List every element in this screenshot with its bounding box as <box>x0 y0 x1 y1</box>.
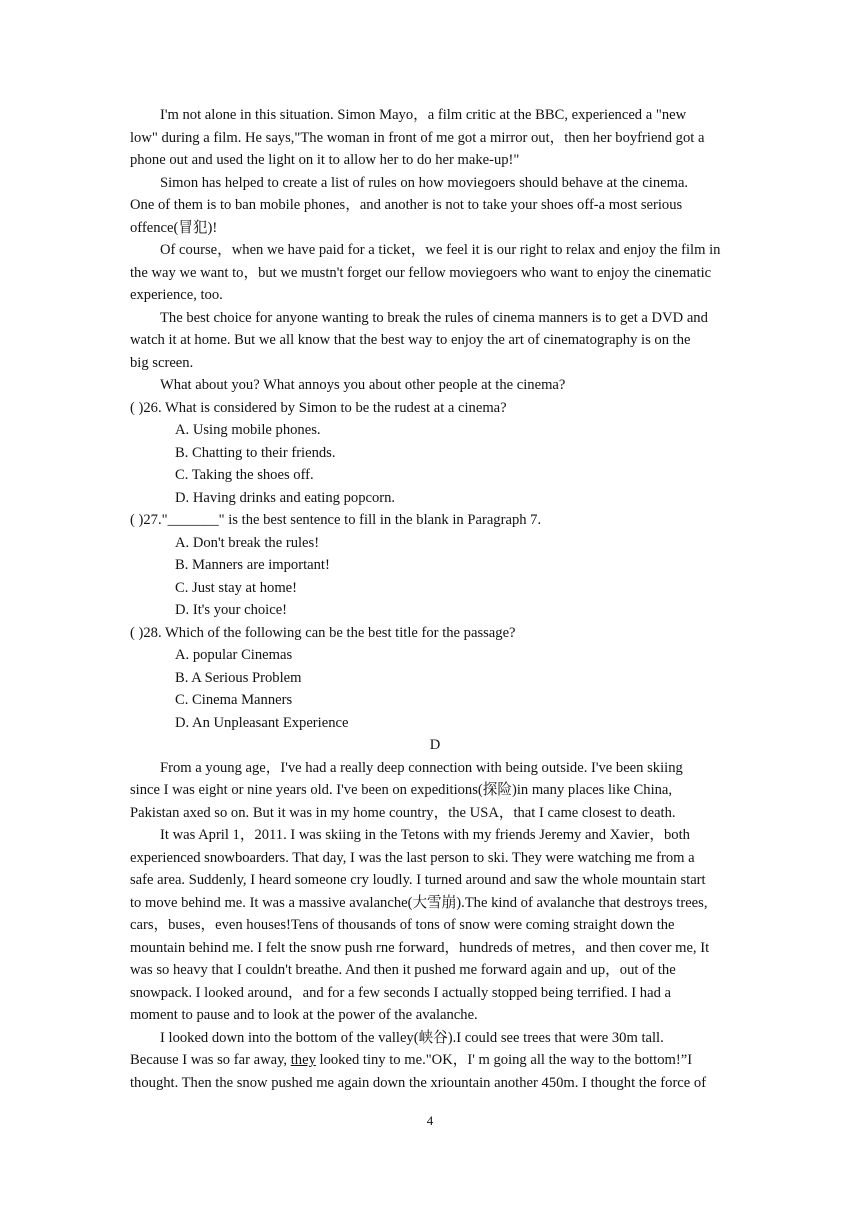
text-line: watch it at home. But we all know that the best way to enjoy the art of cinematography is on the <box>130 332 691 348</box>
text-line: was so heavy that I couldn't breathe. And then it pushed me forward again and up，out of the <box>130 962 676 978</box>
text-line: A. Using mobile phones. <box>175 422 321 438</box>
text-line: From a young age，I've had a really deep connection with being outside. I've been skiing <box>160 759 683 776</box>
text-line: C. Cinema Manners <box>175 692 293 708</box>
text-line: It was April 1，2011. I was skiing in the Tetons with my friends Jeremy and Xavier，both <box>160 827 690 843</box>
text-line: D. Having drinks and eating popcorn. <box>175 489 396 506</box>
text-line: thought. Then the snow pushed me again down the xriountain another 450m. I thought the force of <box>130 1074 707 1091</box>
text-span: looked tiny to me."OK，I' m going all the way to the bottom!”I <box>315 1052 693 1068</box>
text-line: I'm not alone in this situation. Simon Mayo，a film critic at the BBC, experienced a "new <box>160 107 687 123</box>
text-line: B. Manners are important! <box>175 557 330 573</box>
text-line: Pakistan axed so on. But it was in my home country，the USA，that I came closest to death. <box>130 804 676 821</box>
text-line: offence(冒犯)! <box>130 219 218 236</box>
text-line: snowpack. I looked around，and for a few seconds I actually stopped being terrified. I had a <box>130 984 672 1001</box>
text-line: I looked down into the bottom of the valley(峡谷).I could see trees that were 30m tall. <box>160 1029 664 1046</box>
text-line: ( )28. Which of the following can be the best title for the passage? <box>130 624 516 641</box>
text-line: the way we want to，but we mustn't forget our fellow moviegoers who want to enjoy the cinematic <box>130 264 712 281</box>
text-line: safe area. Suddenly, I heard someone cry loudly. I turned around and saw the whole mountain start <box>130 872 706 888</box>
text-line: big screen. <box>130 354 194 371</box>
text-line: A. popular Cinemas <box>175 647 293 663</box>
page-number: 4 <box>426 1113 434 1128</box>
text-line: The best choice for anyone wanting to break the rules of cinema manners is to get a DVD and <box>160 309 708 326</box>
text-line: moment to pause and to look at the power of the avalanche. <box>130 1007 478 1023</box>
document-page <box>130 104 740 1094</box>
text-line: C. Taking the shoes off. <box>175 467 314 483</box>
text-line: mountain behind me. I felt the snow push rne forward，hundreds of metres，and then cover me, It <box>130 939 710 956</box>
text-line: low" during a film. He says,"The woman in front of me got a mirror out，then her boyfriend got a <box>130 129 705 146</box>
text-line: D. It's your choice! <box>175 602 288 618</box>
text-line: What about you? What annoys you about other people at the cinema? <box>160 377 566 393</box>
text-line: Of course，when we have paid for a ticket，we feel it is our right to relax and enjoy the film in <box>160 242 721 258</box>
text-line: B. A Serious Problem <box>175 669 302 686</box>
text-line: phone out and used the light on it to allow her to do her make-up!" <box>130 152 520 168</box>
text-line: ( )26. What is considered by Simon to be the rudest at a cinema? <box>130 399 507 416</box>
text-line: One of them is to ban mobile phones，and another is not to take your shoes off-a most serious <box>130 197 683 213</box>
text-span: Because I was so far away, <box>130 1052 291 1068</box>
text-line: ( )27."_______" is the best sentence to fill in the blank in Paragraph 7. <box>130 512 542 528</box>
text-line: B. Chatting to their friends. <box>175 444 336 461</box>
text-line: experience, too. <box>130 287 223 303</box>
text-line: since I was eight or nine years old. I've been on expeditions(探险)in many places like China, <box>130 782 673 798</box>
text-line <box>130 1049 740 1072</box>
text-line: to move behind me. It was a massive avalanche(大雪崩).The kind of avalanche that destroys trees, <box>130 894 708 911</box>
text-line: C. Just stay at home! <box>175 579 298 596</box>
underlined-word: they <box>290 1052 316 1068</box>
text-line: D <box>429 737 441 753</box>
text-line: D. An Unpleasant Experience <box>175 714 349 731</box>
text-line: cars，buses，even houses!Tens of thousands of tons of snow were coming straight down the <box>130 917 675 933</box>
text-line: A. Don't break the rules! <box>175 534 320 551</box>
text-line: experienced snowboarders. That day, I was the last person to ski. They were watching me from a <box>130 849 695 866</box>
text-line: Simon has helped to create a list of rules on how moviegoers should behave at the cinema. <box>160 174 689 191</box>
